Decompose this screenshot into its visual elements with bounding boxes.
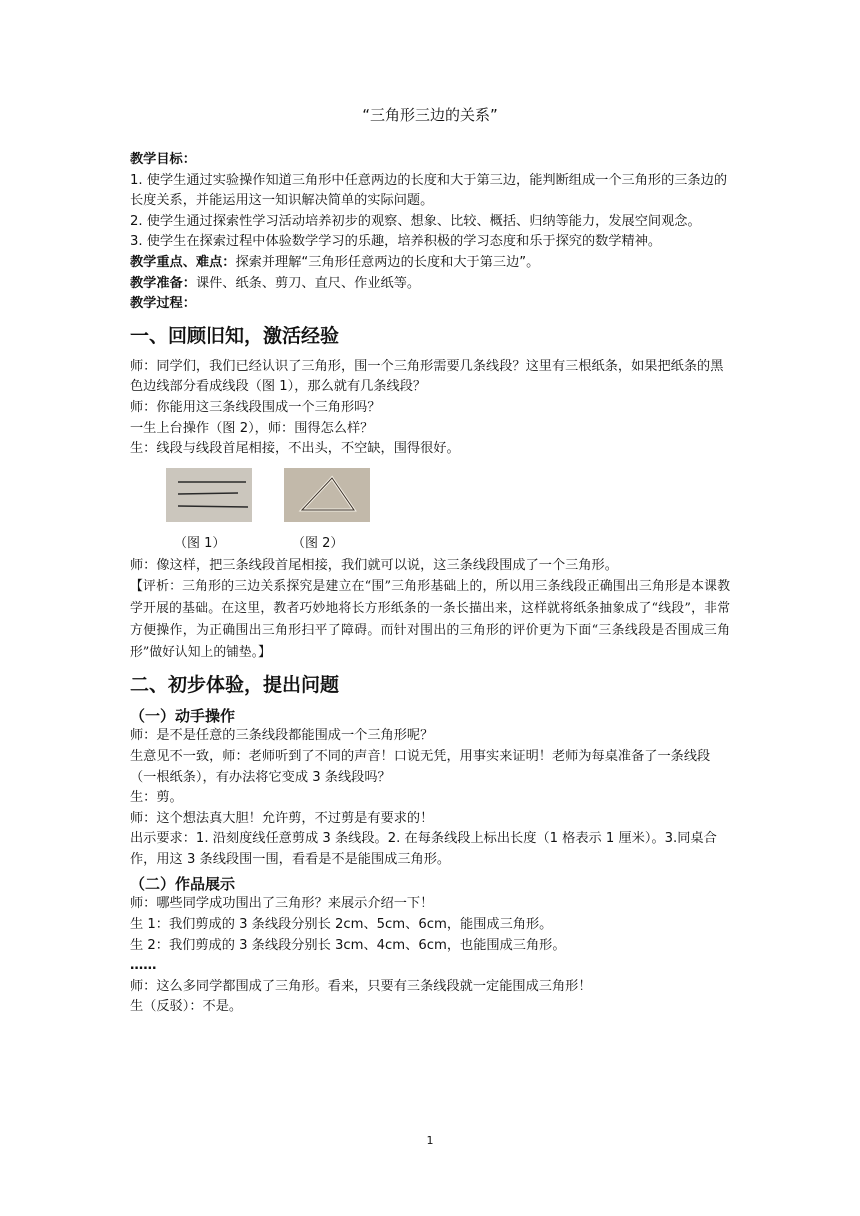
process-label: 教学过程：	[130, 296, 196, 312]
figure-row	[130, 466, 730, 556]
subsection-heading: （一）动手操作	[130, 707, 236, 726]
section2-paragraph: 生（反驳）：不是。	[130, 999, 243, 1015]
section2-paragraph: 生 2：我们剪成的 3 条线段分别长 3cm、4cm、6cm，也能围成三角形。	[130, 937, 566, 953]
key-points-text: 探索并理解“三角形任意两边的长度和大于第三边”。	[235, 254, 540, 270]
section2-paragraph: 师：这么多同学都围成了三角形。看来，只要有三条线段就一定能围成三角形！	[130, 978, 592, 994]
prep	[130, 274, 730, 295]
document-body	[130, 150, 730, 1018]
figure-1-image	[166, 468, 252, 522]
goals-label: 教学目标：	[130, 152, 196, 167]
section1-paragraph: 师：像这样，把三条线段首尾相接，我们就可以说，这三条线段围成了一个三角形。	[130, 557, 618, 573]
key-points-label: 教学重点、难点：	[130, 254, 236, 270]
prep-label: 教学准备：	[130, 275, 196, 291]
figure-2-image	[284, 468, 370, 522]
goal-item-3: 3. 使学生在探索过程中体验数学学习的乐趣，培养积极的学习态度和乐于探究的数学精神。	[130, 234, 662, 250]
goal-item-1: 1. 使学生通过实验操作知道三角形中任意两边的长度和大于第三边，能判断组成一个三角形的三条边的长度关系，并能运用这一知识解决简单的实际问题。	[130, 172, 728, 209]
section2-paragraph: 生：剪。	[130, 790, 183, 806]
subsection-heading: （二）作品展示	[130, 875, 236, 894]
triangle-icon	[284, 468, 370, 522]
section2-paragraph: 出示要求：1. 沿刻度线任意剪成 3 条线段。2. 在每条线段上标出长度（1 格表示 1 厘米）。3.同桌合作，用这 3 条线段围一围，看看是不是能围成三角形。	[130, 831, 717, 867]
figure-2-caption: （图 2）	[292, 535, 344, 551]
section1-paragraph: 一生上台操作（图 2），师：围得怎么样？	[130, 420, 374, 436]
section2-heading: 二、初步体验，提出问题	[130, 674, 340, 697]
section1-heading: 一、回顾旧知，激活经验	[130, 324, 340, 347]
document-title: “三角形三边的关系”	[362, 106, 498, 124]
section2-paragraph: 师：哪些同学成功围出了三角形？来展示介绍一下！	[130, 896, 434, 912]
section2-paragraph: 师：这个想法真大胆！允许剪，不过剪是有要求的！	[130, 810, 434, 826]
section2-paragraph: 生 1：我们剪成的 3 条线段分别长 2cm、5cm、6cm，能围成三角形。	[130, 917, 553, 933]
section2-paragraph: 师：是不是任意的三条线段都能围成一个三角形呢？	[130, 728, 434, 744]
section2-paragraph: 生意见不一致，师：老师听到了不同的声音！口说无凭，用事实来证明！老师为每桌准备了一条线段（一根纸条），有办法将它变成 3 条线段吗？	[130, 748, 711, 785]
section2-paragraph: ……	[130, 958, 157, 974]
page-number: 1	[426, 1134, 434, 1147]
commentary: 【评析：三角形的三边关系探究是建立在“围”三角形基础上的，所以用三条线段正确围出三角形是本课教学开展的基础。在这里，教者巧妙地将长方形纸条的一条长描出来，这样就将纸条抽象成了“线段”，非常方便操作，为正确围出三角形扫平了障碍。而针对围出的三角形的评价更为下面“三条线段是否围成三角形”做好认知上的铺垫。】	[130, 579, 730, 661]
section1-paragraph: 师：你能用这三条线段围成一个三角形吗？	[130, 399, 381, 415]
prep-text: 课件、纸条、剪刀、直尺、作业纸等。	[195, 275, 421, 291]
paper-strips-icon	[166, 468, 252, 522]
figure-1-caption: （图 1）	[174, 535, 226, 551]
key-points	[130, 253, 730, 274]
goal-item-2: 2. 使学生通过探索性学习活动培养初步的观察、想象、比较、概括、归纳等能力，发展空间观念。	[130, 213, 701, 229]
section1-paragraph: 师：同学们，我们已经认识了三角形，围一个三角形需要几条线段？这里有三根纸条，如果把纸条的黑色边线部分看成线段（图 1），那么就有几条线段？	[130, 358, 724, 395]
section1-paragraph: 生：线段与线段首尾相接，不出头，不空缺，围得很好。	[130, 441, 460, 457]
